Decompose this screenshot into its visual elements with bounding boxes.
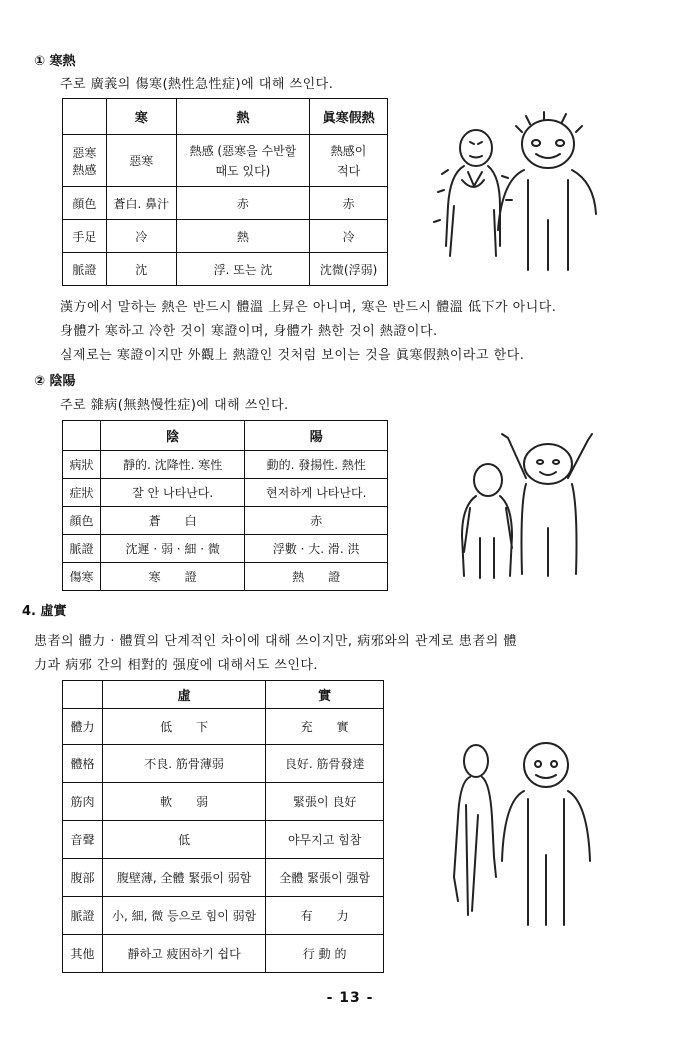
cold-and-hot-figures-illustration bbox=[432, 110, 612, 280]
row-label: 顔色 bbox=[63, 507, 101, 535]
table-row bbox=[63, 479, 388, 507]
table-cell: 靜的. 沈降性. 寒性 bbox=[100, 451, 245, 479]
table-row bbox=[63, 821, 384, 859]
table-row bbox=[63, 935, 384, 973]
table-cell: 冷 bbox=[106, 220, 176, 253]
note-line: 身體가 寒하고 冷한 것이 寒證이며, 身體가 熱한 것이 熱證이다. bbox=[60, 324, 438, 339]
table-header-cell: 熱 bbox=[176, 99, 310, 135]
section-intro: 患者의 體力 · 體質의 단계적인 차이에 대해 쓰이지만, 病邪와의 관계로 患者의 體 bbox=[34, 634, 517, 649]
row-label: 其他 bbox=[63, 935, 103, 973]
row-label: 症狀 bbox=[63, 479, 101, 507]
table-row bbox=[63, 563, 388, 591]
table-cell: 잘 안 나타난다. bbox=[100, 479, 245, 507]
table-cell: 야무지고 힘참 bbox=[266, 821, 384, 859]
table-cell: 惡寒 bbox=[106, 135, 176, 187]
table-header-cell bbox=[63, 421, 101, 451]
section-heading-cold-heat: ① 寒熱 bbox=[34, 54, 76, 69]
section-intro: 주로 雜病(無熱慢性症)에 대해 쓰인다. bbox=[60, 398, 289, 413]
table-cell: 軟 弱 bbox=[102, 783, 265, 821]
row-label: 體格 bbox=[63, 745, 103, 783]
table-header-cell: 陽 bbox=[245, 421, 388, 451]
table-row bbox=[63, 783, 384, 821]
table-cell: 良好. 筋骨發達 bbox=[266, 745, 384, 783]
row-label: 顔色 bbox=[63, 187, 107, 220]
table-header-cell: 眞寒假熱 bbox=[310, 99, 388, 135]
table-cell: 不良. 筋骨薄弱 bbox=[102, 745, 265, 783]
table-row bbox=[63, 220, 388, 253]
table-row bbox=[63, 253, 388, 286]
table-cell: 赤 bbox=[176, 187, 310, 220]
table-cell: 靜하고 疲困하기 쉽다 bbox=[102, 935, 265, 973]
table-cell: 小, 細, 微 등으로 힘이 弱함 bbox=[102, 897, 265, 935]
table-header-cell: 寒 bbox=[106, 99, 176, 135]
table-cell: 沈遲 · 弱 · 細 · 微 bbox=[100, 535, 245, 563]
table-cell: 熱感이 적다 bbox=[310, 135, 388, 187]
table-cell: 沈 bbox=[106, 253, 176, 286]
yin-yang-table bbox=[62, 420, 388, 591]
row-label: 手足 bbox=[63, 220, 107, 253]
table-cell: 全體 緊張이 强함 bbox=[266, 859, 384, 897]
note-line: 漢方에서 말하는 熱은 반드시 體溫 上昇은 아니며, 寒은 반드시 體溫 低下가 아니다. bbox=[60, 300, 557, 315]
table-row bbox=[63, 709, 384, 745]
table-row bbox=[63, 859, 384, 897]
table-row bbox=[63, 897, 384, 935]
deficient-and-robust-figures-illustration bbox=[440, 735, 610, 935]
section-intro: 주로 廣義의 傷寒(熱性急性症)에 대해 쓰인다. bbox=[60, 77, 334, 92]
table-cell: 低 bbox=[102, 821, 265, 859]
table-cell: 冷 bbox=[310, 220, 388, 253]
table-cell: 腹壁薄, 全體 緊張이 弱함 bbox=[102, 859, 265, 897]
table-cell: 充 實 bbox=[266, 709, 384, 745]
table-row bbox=[63, 745, 384, 783]
note-line: 실제로는 寒證이지만 外觀上 熱證인 것처럼 보이는 것을 眞寒假熱이라고 한다. bbox=[60, 348, 525, 363]
row-label: 脈證 bbox=[63, 897, 103, 935]
table-header-cell: 陰 bbox=[100, 421, 245, 451]
row-label: 脈證 bbox=[63, 535, 101, 563]
row-label: 腹部 bbox=[63, 859, 103, 897]
table-cell: 蒼白. 鼻汁 bbox=[106, 187, 176, 220]
table-row bbox=[63, 451, 388, 479]
table-row bbox=[63, 535, 388, 563]
section-heading-deficiency-excess: 4. 虛實 bbox=[22, 604, 67, 619]
row-label: 體力 bbox=[63, 709, 103, 745]
table-cell: 熱 bbox=[176, 220, 310, 253]
table-header-cell: 實 bbox=[266, 681, 384, 709]
table-row bbox=[63, 187, 388, 220]
table-cell: 蒼 白 bbox=[100, 507, 245, 535]
table-row bbox=[63, 507, 388, 535]
row-label: 脈證 bbox=[63, 253, 107, 286]
table-cell: 熱感 (惡寒을 수반할 때도 있다) bbox=[176, 135, 310, 187]
table-row bbox=[63, 135, 388, 187]
table-header-cell bbox=[63, 681, 103, 709]
table-cell: 低 下 bbox=[102, 709, 265, 745]
table-header-cell: 虛 bbox=[102, 681, 265, 709]
section-intro: 力과 病邪 간의 相對的 强度에 대해서도 쓰인다. bbox=[34, 658, 319, 673]
row-label: 病狀 bbox=[63, 451, 101, 479]
yin-and-yang-figures-illustration bbox=[448, 428, 618, 588]
row-label: 筋肉 bbox=[63, 783, 103, 821]
table-cell: 赤 bbox=[310, 187, 388, 220]
section-heading-yin-yang: ② 陰陽 bbox=[34, 374, 76, 389]
row-label: 惡寒 熱感 bbox=[63, 135, 107, 187]
row-label: 音聲 bbox=[63, 821, 103, 859]
table-cell: 沈微(浮弱) bbox=[310, 253, 388, 286]
table-cell: 寒 證 bbox=[100, 563, 245, 591]
row-label: 傷寒 bbox=[63, 563, 101, 591]
deficiency-excess-table bbox=[62, 680, 384, 973]
table-cell: 浮. 또는 沈 bbox=[176, 253, 310, 286]
table-cell: 緊張이 良好 bbox=[266, 783, 384, 821]
table-cell: 浮數 · 大. 滑. 洪 bbox=[245, 535, 388, 563]
page-number: - 13 - bbox=[326, 990, 374, 1006]
table-cell: 有 力 bbox=[266, 897, 384, 935]
table-cell: 行 動 的 bbox=[266, 935, 384, 973]
table-cell: 動的. 發揚性. 熱性 bbox=[245, 451, 388, 479]
table-cell: 현저하게 나타난다. bbox=[245, 479, 388, 507]
cold-heat-table bbox=[62, 98, 388, 286]
table-cell: 赤 bbox=[245, 507, 388, 535]
table-cell: 熱 證 bbox=[245, 563, 388, 591]
table-header-cell bbox=[63, 99, 107, 135]
